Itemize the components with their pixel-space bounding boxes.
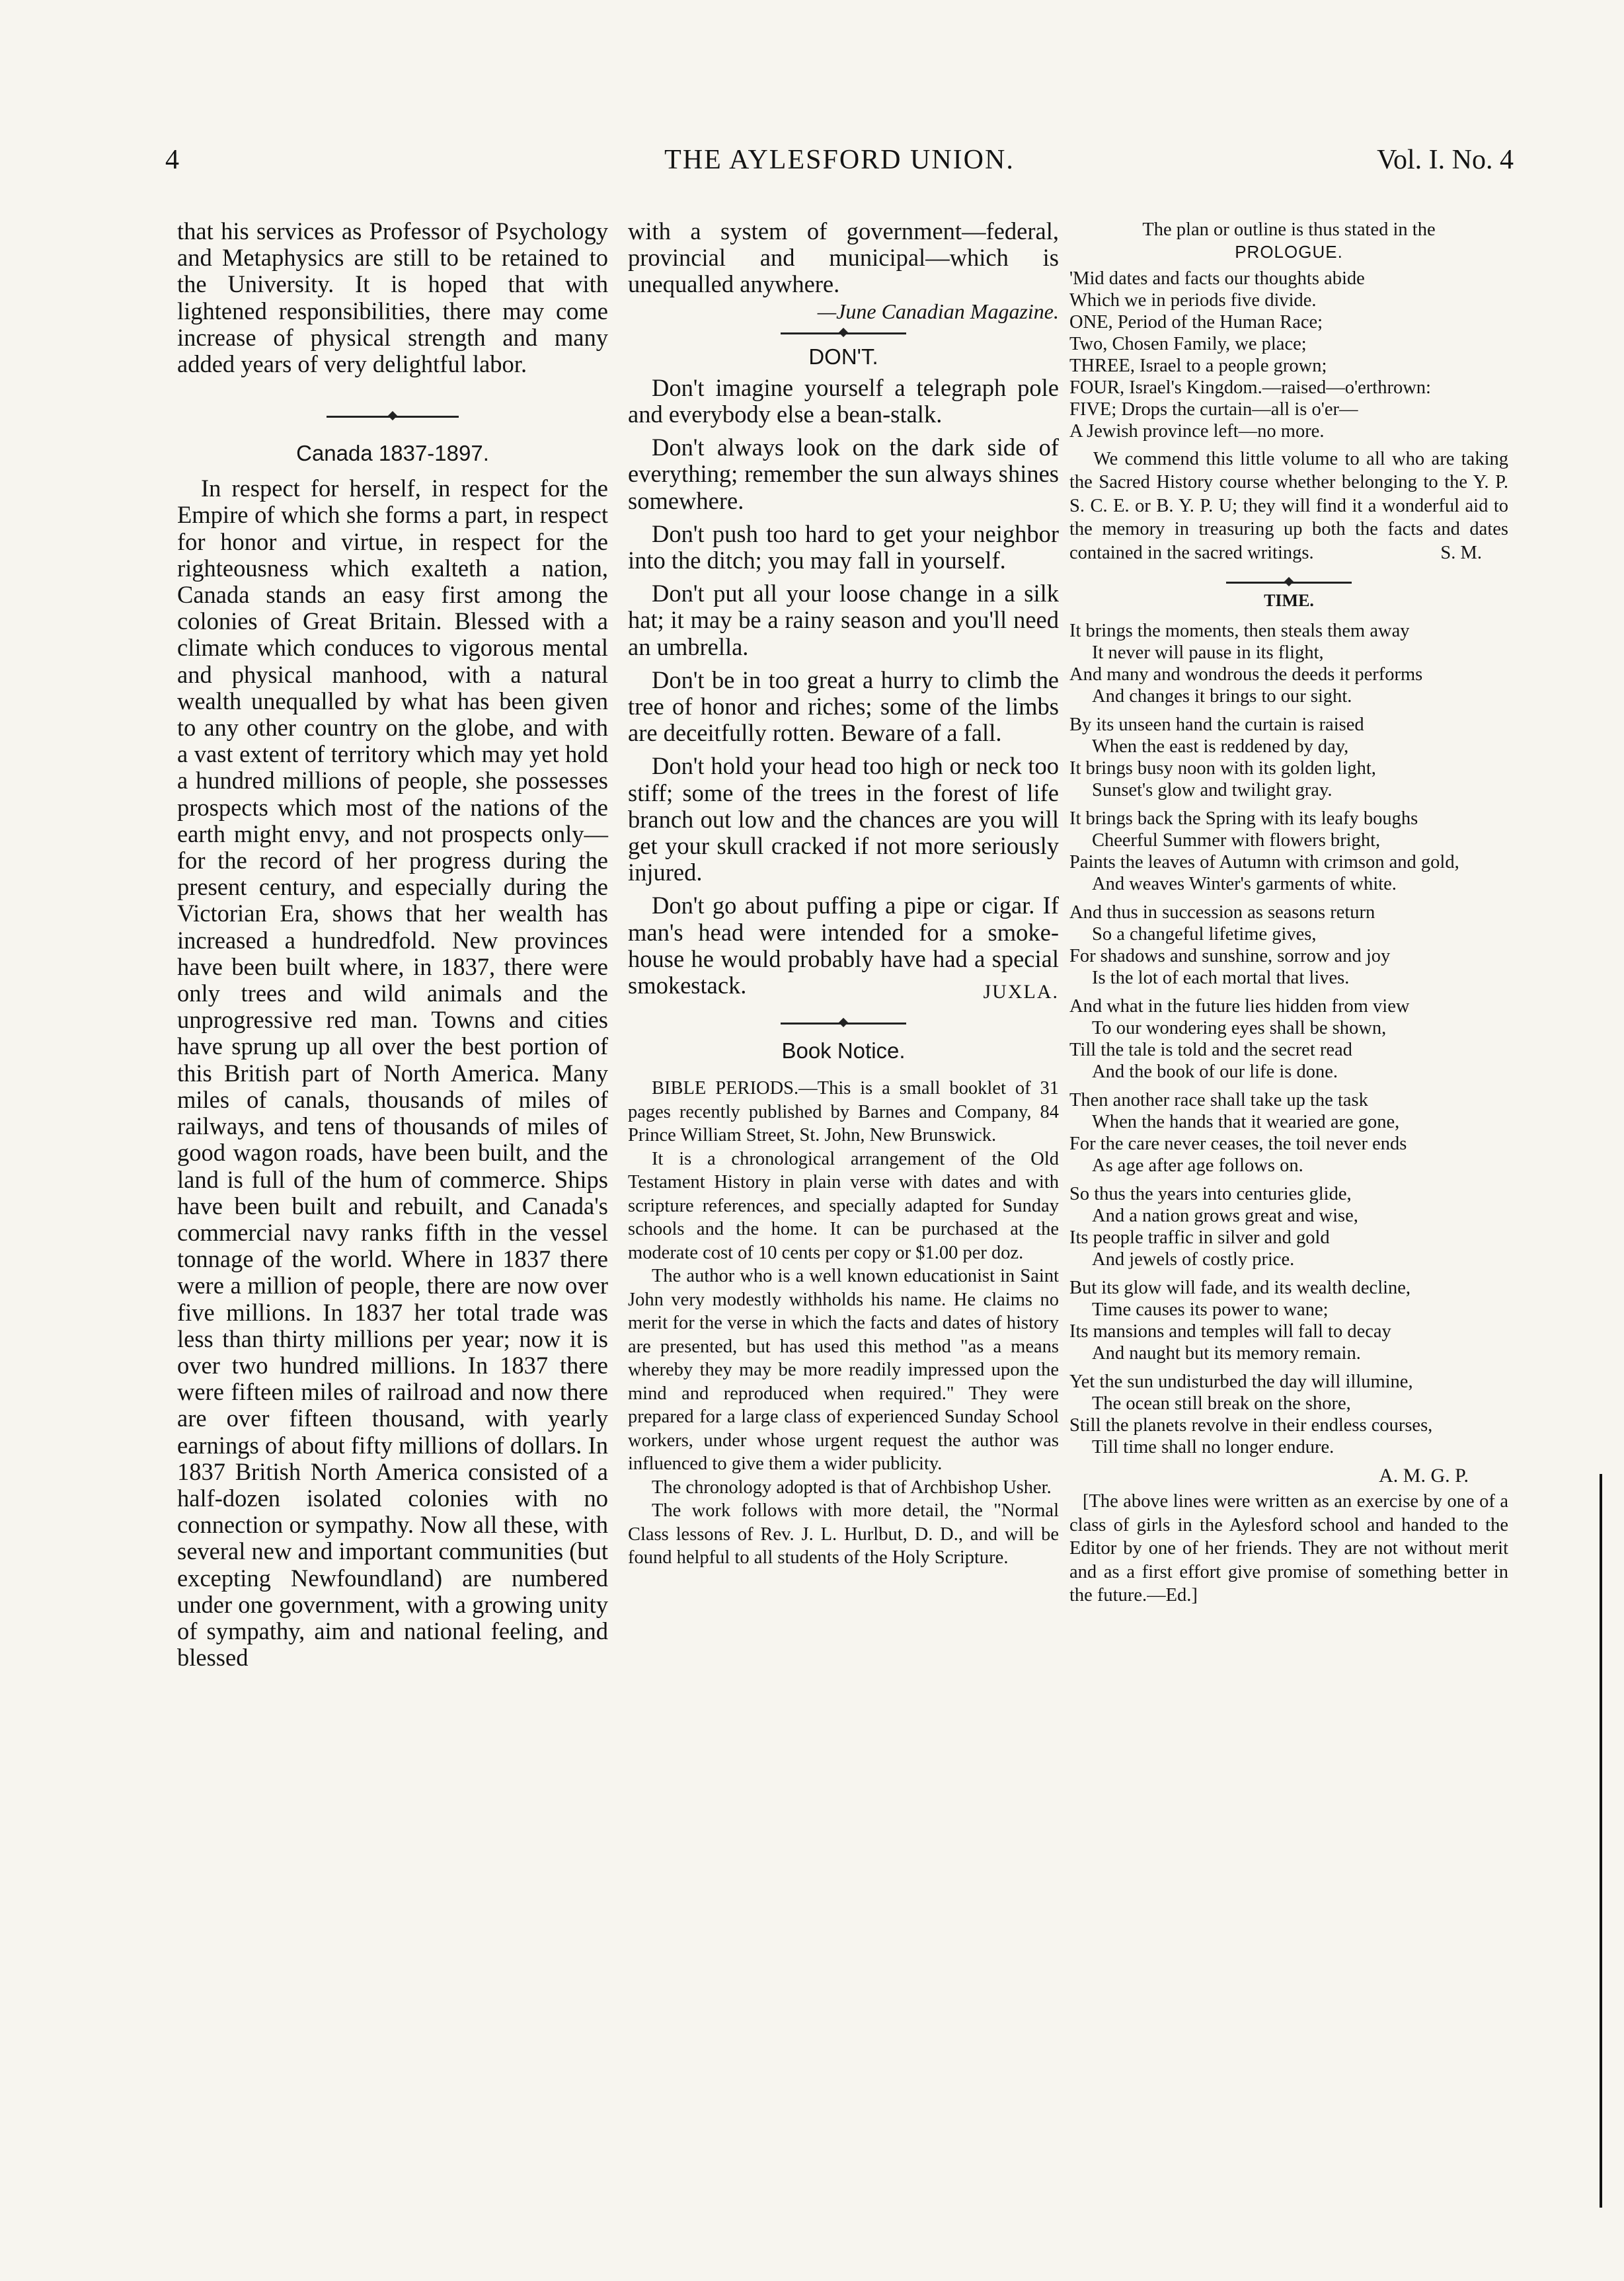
poem-line: So a changeful lifetime gives, xyxy=(1092,924,1317,945)
poem-line: And naught but its memory remain. xyxy=(1092,1343,1361,1364)
page-number: 4 xyxy=(165,145,179,175)
dont-paragraph: Don't put all your loose change in a silk hat; it may be a rainy season and you'll need an umbrella. xyxy=(628,580,1059,660)
book-notice-paragraph: BIBLE PERIODS.—This is a small booklet of 31 pages recently published by Barnes and Company, 84 Prince William Street, St. John, New Brunswick. xyxy=(628,1078,1059,1146)
poem-line: It never will pause in its flight, xyxy=(1092,642,1324,663)
book-notice-paragraph: The chronology adopted is that of Archbishop Usher. xyxy=(652,1477,1052,1498)
poem-stanza xyxy=(1069,902,1508,989)
section-divider xyxy=(781,331,906,335)
poem-line: Till the tale is told and the secret read xyxy=(1069,1040,1352,1060)
poem-stanza xyxy=(1069,1371,1508,1458)
scan-edge-bar xyxy=(1600,1474,1602,2208)
poem-stanza xyxy=(1069,808,1508,895)
poem-line: And what in the future lies hidden from view xyxy=(1069,996,1410,1017)
dont-paragraph: Don't hold your head too high or neck too stiff; some of the trees in the forest of life branch out low and the chances are you will get your skull cracked if not more seriously injured. xyxy=(628,752,1059,886)
book-notice-paragraph: The work follows with more detail, the "Normal Class lessons of Rev. J. L. Hurlbut, D. D., and will be found helpful to all students of the Holy Scripture. xyxy=(628,1500,1059,1568)
poem-heading-time: TIME. xyxy=(1264,591,1314,610)
poem-line: When the east is reddened by day, xyxy=(1092,736,1349,757)
signature-amgp: A. M. G. P. xyxy=(1379,1465,1469,1487)
dont-paragraph: Don't imagine yourself a telegraph pole and everybody else a bean-stalk. xyxy=(628,373,1059,428)
article-body-canada-cont: with a system of government—federal, provincial and municipal—which is unequalled anywhere. xyxy=(628,217,1059,298)
prologue-line: A Jewish province left—no more. xyxy=(1069,420,1325,442)
plan-intro: The plan or outline is thus stated in the xyxy=(1142,219,1436,240)
dont-paragraph: Don't always look on the dark side of everything; remember the sun always shines somewhere. xyxy=(628,434,1059,514)
poem-line: It brings back the Spring with its leafy boughs xyxy=(1069,808,1418,829)
dont-paragraph: Don't go about puffing a pipe or cigar. If man's head were intended for a smoke-house he would probably have had a special smokestack. xyxy=(628,892,1059,999)
commend-paragraph: We commend this little volume to all who are taking the Sacred History course whether belonging to the Y. P. S. C. E. or B. Y. P. U; they will find it a wonderful aid to the memory in treasuring up both the facts and dates contained in the sacred writings. S. M. xyxy=(1069,447,1508,565)
article-heading-book-notice: Book Notice. xyxy=(781,1038,906,1063)
dont-paragraphs xyxy=(628,375,1059,999)
prologue-line: Two, Chosen Family, we place; xyxy=(1069,333,1307,354)
editor-note: [The above lines were written as an exercise by one of a class of girls in the Aylesford school and handed to the Editor by one of her friends. They are not without merit and as a first effort give promise of something better in the future.—Ed.] xyxy=(1069,1491,1508,1605)
section-divider xyxy=(1226,580,1352,584)
poem-line: Its people traffic in silver and gold xyxy=(1069,1227,1330,1248)
article-source: —June Canadian Magazine. xyxy=(817,299,1059,323)
poem-stanza xyxy=(1069,620,1508,707)
poem-line: Then another race shall take up the task xyxy=(1069,1090,1368,1110)
prologue-heading: PROLOGUE. xyxy=(1235,241,1343,262)
poem-line: And many and wondrous the deeds it performs xyxy=(1069,664,1423,685)
prologue-verse xyxy=(1069,268,1508,442)
poem-line: For shadows and sunshine, sorrow and joy xyxy=(1069,946,1391,966)
dont-paragraph: Don't push too hard to get your neighbor into the ditch; you may fall in yourself. xyxy=(628,520,1059,574)
poem-line: And a nation grows great and wise, xyxy=(1092,1206,1358,1226)
poem-line: When the hands that it wearied are gone, xyxy=(1092,1112,1400,1132)
prologue-line: FOUR, Israel's Kingdom.—raised—o'erthrown: xyxy=(1069,377,1431,398)
book-notice-paragraph: It is a chronological arrangement of the Old Testament History in plain verse with dates and with scripture references, and specially adapted for Sunday schools and the home. It can be purchased at the moderate cost of 10 cents per copy or $1.00 per doz. xyxy=(628,1148,1059,1263)
poem-line: Is the lot of each mortal that lives. xyxy=(1092,968,1350,988)
poem-line: Yet the sun undisturbed the day will illumine, xyxy=(1069,1372,1413,1392)
article-heading-dont: DON'T. xyxy=(808,344,878,369)
poem-line: Time causes its power to wane; xyxy=(1092,1299,1329,1320)
book-notice-paragraph: The author who is a well known educationist in Saint John very modestly withholds his name. He claims no merit for the verse in which the facts and dates of history are presented, but has used this method "as a means whereby they may be more readily impressed upon the mind and reproduced when required." They were prepared for a large class of experienced Sunday School workers, under whose urgent request the author was influenced to give them a wider publicity. xyxy=(628,1266,1059,1475)
column-2 xyxy=(628,218,1059,1570)
intro-paragraph: that his services as Professor of Psychology and Metaphysics are still to be retained to the University. It is hoped that with lightened responsibilities, there may come increase of physical strength and many added years of very delightful labor. xyxy=(177,217,608,378)
signature-juxla: JUXLA. xyxy=(983,981,1059,1003)
column-3 xyxy=(1069,218,1508,1607)
poem-line: For the care never ceases, the toil never ends xyxy=(1069,1134,1407,1154)
poem-line: Its mansions and temples will fall to decay xyxy=(1069,1321,1391,1342)
newspaper-title: THE AYLESFORD UNION. xyxy=(664,145,1015,175)
dont-paragraph: Don't be in too great a hurry to climb the tree of honor and riches; some of the limbs are deceitfully rotten. Beware of a fall. xyxy=(628,666,1059,747)
book-title-lead: BIBLE PERIODS. xyxy=(652,1078,799,1099)
column-1 xyxy=(177,218,608,1671)
poem-line: And weaves Winter's garments of white. xyxy=(1092,874,1397,894)
article-body-canada: In respect for herself, in respect for the Empire of which she forms a part, in respect for honor and virtue, in respect for the righteousness which exalteth a nation, Canada stands an easy first among the colonies of Great Britain. Blessed with a climate which conduces to vigorous mental and physical manhood, with a natural wealth unequalled by what has been given to any other country on the globe, and with a vast extent of territory which may yet hold a hundred millions of people, she possesses prospects which most of the nations of the earth might envy, and not prospects only—for the record of her progress during the present century, and especially during the Victorian Era, shows that her wealth has increased a hundredfold. New provinces have been built where, in 1837, there were only trees and wild animals and the unprogressive red man. Towns and cities have sprung up all over the best portion of this British part of North America. Many miles of canals, thousands of miles of railways, and tens of thousands of miles of good wagon roads, have been built, and the land is full of the hum of commerce. Ships have been built and rebuilt, and Canada's commercial navy ranks fifth in the vessel tonnage of the world. Where in 1837 there were a million of people, there are now over five millions. In 1837 her total trade was less than thirty millions per year; now it is over two hundred millions. In 1837 there were fifteen miles of railroad and now there are over fifteen thousand, with yearly earnings of about fifty millions of dollars. In 1837 British North America consisted of a half-dozen isolated colonies with no connection or sympathy. Now all these, with several new and important communities (but excepting Newfoundland) are numbered under one government, with a growing unity of sympathy, aim and national feeling, and blessed xyxy=(177,475,608,1672)
article-heading-canada: Canada 1837-1897. xyxy=(296,441,489,466)
prologue-line: ONE, Period of the Human Race; xyxy=(1069,311,1323,332)
volume-number: Vol. I. No. 4 xyxy=(1377,145,1514,175)
signature-sm: S. M. xyxy=(1440,542,1482,563)
poem-line: And changes it brings to our sight. xyxy=(1092,686,1352,707)
poem-line: As age after age follows on. xyxy=(1092,1155,1303,1176)
poem-line: And jewels of costly price. xyxy=(1092,1249,1295,1270)
poem-line: Cheerful Summer with flowers bright, xyxy=(1092,830,1381,851)
poem-line: And the book of our life is done. xyxy=(1092,1062,1338,1082)
poem-line: But its glow will fade, and its wealth decline, xyxy=(1069,1278,1411,1298)
poem-line: Till time shall no longer endure. xyxy=(1092,1437,1334,1457)
poem-stanza xyxy=(1069,1183,1508,1270)
prologue-line: Which we in periods five divide. xyxy=(1069,290,1317,311)
poem-line: It brings the moments, then steals them away xyxy=(1069,621,1410,641)
poem-stanza xyxy=(1069,1277,1508,1364)
prologue-line: FIVE; Drops the curtain—all is o'er— xyxy=(1069,399,1358,420)
poem-line: So thus the years into centuries glide, xyxy=(1069,1184,1352,1204)
prologue-line: THREE, Israel to a people grown; xyxy=(1069,355,1327,376)
poem-line: Still the planets revolve in their endless courses, xyxy=(1069,1415,1433,1436)
poem-line: Paints the leaves of Autumn with crimson and gold, xyxy=(1069,852,1459,872)
poem-line: By its unseen hand the curtain is raised xyxy=(1069,715,1364,735)
section-divider xyxy=(781,1021,906,1025)
poem-time xyxy=(1069,620,1508,1458)
poem-line: It brings busy noon with its golden light, xyxy=(1069,758,1376,779)
poem-line: To our wondering eyes shall be shown, xyxy=(1092,1018,1387,1038)
poem-stanza xyxy=(1069,714,1508,801)
poem-line: The ocean still break on the shore, xyxy=(1092,1393,1351,1414)
poem-line: And thus in succession as seasons return xyxy=(1069,902,1375,923)
section-divider xyxy=(327,414,459,418)
poem-stanza xyxy=(1069,995,1508,1083)
page-header xyxy=(165,144,1514,184)
prologue-line: 'Mid dates and facts our thoughts abide xyxy=(1069,268,1365,289)
poem-line: Sunset's glow and twilight gray. xyxy=(1092,780,1333,800)
poem-stanza xyxy=(1069,1089,1508,1177)
